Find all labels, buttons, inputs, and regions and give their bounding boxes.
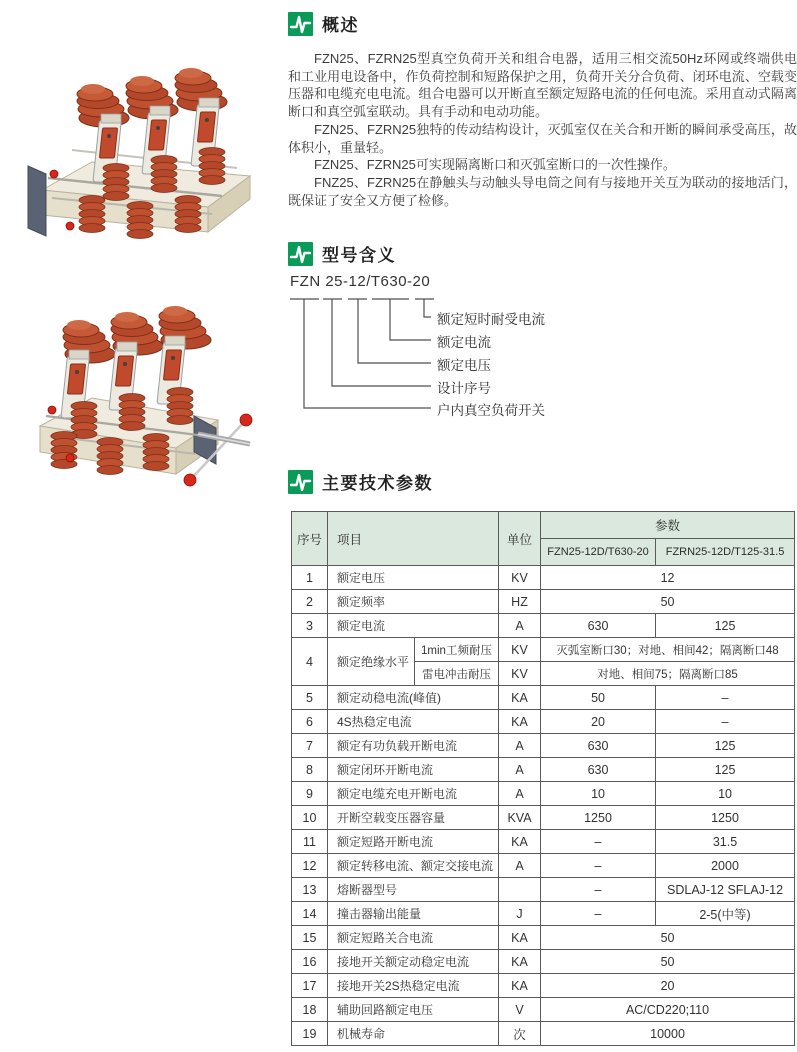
row-item: 机械寿命 bbox=[328, 1022, 499, 1046]
row-no: 9 bbox=[292, 782, 328, 806]
row-no: 19 bbox=[292, 1022, 328, 1046]
row-value-model1: 1250 bbox=[541, 806, 656, 830]
row-no: 15 bbox=[292, 926, 328, 950]
row-value: 50 bbox=[541, 926, 795, 950]
table-row bbox=[292, 854, 795, 878]
row-value-model2: – bbox=[656, 710, 795, 734]
section-title: 型号含义 bbox=[322, 246, 396, 265]
row-value-model1: – bbox=[541, 878, 656, 902]
table-row bbox=[292, 758, 795, 782]
row-no: 12 bbox=[292, 854, 328, 878]
overview-paragraph: FZN25、FZRN25可实现隔离断口和灭弧室断口的一次性操作。 bbox=[314, 157, 676, 173]
row-no: 3 bbox=[292, 614, 328, 638]
section-title: 主要技术参数 bbox=[322, 474, 433, 493]
row-item: 接地开关2S热稳定电流 bbox=[328, 974, 499, 998]
row-item: 4S热稳定电流 bbox=[328, 710, 499, 734]
row-value-model2: 125 bbox=[656, 758, 795, 782]
row-unit: HZ bbox=[499, 590, 541, 614]
table-row bbox=[292, 638, 795, 662]
row-value-model2: 125 bbox=[656, 734, 795, 758]
row-value-model1: 10 bbox=[541, 782, 656, 806]
row-value-model2: SDLAJ-12 SFLAJ-12 bbox=[656, 878, 795, 902]
row-no: 13 bbox=[292, 878, 328, 902]
row-item: 额定动稳电流(峰值) bbox=[328, 686, 499, 710]
row-unit: KV bbox=[499, 566, 541, 590]
row-value: 对地、相间75；隔离断口85 bbox=[541, 662, 795, 686]
table-row bbox=[292, 1022, 795, 1046]
row-value-model1: – bbox=[541, 854, 656, 878]
row-value: 20 bbox=[541, 974, 795, 998]
row-unit: KV bbox=[499, 662, 541, 686]
section-overview bbox=[288, 10, 797, 209]
tech-params-table bbox=[291, 511, 795, 1046]
table-row bbox=[292, 710, 795, 734]
table-row bbox=[292, 950, 795, 974]
table-head bbox=[292, 512, 795, 566]
row-unit: A bbox=[499, 758, 541, 782]
overview-paragraph: FNZ25、FZRN25在静触头与动触头导电筒之间有与接地开关互为联动的接地活门，既保证了安全又方便了检修。 bbox=[288, 174, 797, 208]
row-value-model1: – bbox=[541, 830, 656, 854]
table-row bbox=[292, 878, 795, 902]
row-unit: KA bbox=[499, 830, 541, 854]
model-code: FZN 25-12/T630-20 bbox=[290, 273, 431, 290]
row-unit: A bbox=[499, 734, 541, 758]
model-meaning-label: 额定短时耐受电流 bbox=[437, 312, 545, 327]
table-row bbox=[292, 782, 795, 806]
row-subitem: 1min工频耐压 bbox=[415, 638, 499, 662]
row-unit: A bbox=[499, 854, 541, 878]
row-item: 接地开关额定动稳定电流 bbox=[328, 950, 499, 974]
model-meaning-label: 户内真空负荷开关 bbox=[437, 403, 545, 418]
row-value: AC/CD220;110 bbox=[541, 998, 795, 1022]
row-unit: 次 bbox=[499, 1022, 541, 1046]
row-value-model2: 2000 bbox=[656, 854, 795, 878]
row-value: 50 bbox=[541, 950, 795, 974]
section-model-header bbox=[288, 240, 797, 267]
row-value-model1: 630 bbox=[541, 758, 656, 782]
row-unit: KA bbox=[499, 926, 541, 950]
row-value: 10000 bbox=[541, 1022, 795, 1046]
row-no: 10 bbox=[292, 806, 328, 830]
table-row bbox=[292, 974, 795, 998]
row-unit: KA bbox=[499, 950, 541, 974]
row-value-model1: 630 bbox=[541, 734, 656, 758]
row-unit: KVA bbox=[499, 806, 541, 830]
section-tech-params bbox=[288, 468, 797, 1046]
row-unit: A bbox=[499, 782, 541, 806]
table-row bbox=[292, 566, 795, 590]
green-pulse-icon bbox=[288, 242, 313, 266]
green-pulse-icon bbox=[288, 12, 313, 36]
model-designation-diagram bbox=[288, 267, 797, 447]
row-value: 50 bbox=[541, 590, 795, 614]
row-value: 灭弧室断口30；对地、相间42；隔离断口48 bbox=[541, 638, 795, 662]
section-model-meaning bbox=[288, 240, 797, 447]
col-header-model-2: FZRN25-12D/T125-31.5 bbox=[656, 539, 795, 566]
row-no: 5 bbox=[292, 686, 328, 710]
row-item: 辅助回路额定电压 bbox=[328, 998, 499, 1022]
row-value-model2: 31.5 bbox=[656, 830, 795, 854]
row-value-model2: 10 bbox=[656, 782, 795, 806]
row-no: 8 bbox=[292, 758, 328, 782]
table-row bbox=[292, 806, 795, 830]
section-params-header bbox=[288, 468, 797, 495]
row-unit: KV bbox=[499, 638, 541, 662]
overview-text bbox=[288, 50, 797, 209]
col-header-model-1: FZN25-12D/T630-20 bbox=[541, 539, 656, 566]
row-subitem: 雷电冲击耐压 bbox=[415, 662, 499, 686]
table-row bbox=[292, 830, 795, 854]
row-no: 11 bbox=[292, 830, 328, 854]
row-no: 4 bbox=[292, 638, 328, 686]
section-overview-header bbox=[288, 10, 797, 37]
row-value: 12 bbox=[541, 566, 795, 590]
product-photo-switch-with-crank bbox=[6, 298, 274, 498]
col-header-param: 参数 bbox=[541, 512, 795, 539]
row-no: 6 bbox=[292, 710, 328, 734]
row-item: 额定闭环开断电流 bbox=[328, 758, 499, 782]
row-no: 7 bbox=[292, 734, 328, 758]
row-value-model1: 50 bbox=[541, 686, 656, 710]
table-row bbox=[292, 590, 795, 614]
row-unit: J bbox=[499, 902, 541, 926]
row-item: 额定短路开断电流 bbox=[328, 830, 499, 854]
row-value-model2: – bbox=[656, 686, 795, 710]
row-value-model1: 20 bbox=[541, 710, 656, 734]
row-unit: A bbox=[499, 614, 541, 638]
row-no: 18 bbox=[292, 998, 328, 1022]
row-item: 额定频率 bbox=[328, 590, 499, 614]
vacuum-load-switch-illustration bbox=[12, 50, 270, 255]
row-unit bbox=[499, 878, 541, 902]
section-title: 概述 bbox=[322, 16, 359, 35]
table-body bbox=[292, 566, 795, 1046]
row-item: 额定电缆充电开断电流 bbox=[328, 782, 499, 806]
col-header-item: 项目 bbox=[328, 512, 499, 566]
col-header-unit: 单位 bbox=[499, 512, 541, 566]
row-item: 撞击器输出能量 bbox=[328, 902, 499, 926]
row-value-model2: 1250 bbox=[656, 806, 795, 830]
row-unit: KA bbox=[499, 974, 541, 998]
model-meaning-label: 额定电流 bbox=[437, 335, 491, 350]
row-item: 额定有功负载开断电流 bbox=[328, 734, 499, 758]
col-header-no: 序号 bbox=[292, 512, 328, 566]
overview-paragraph: FZN25、FZRN25型真空负荷开关和组合电器，适用三相交流50Hz环网或终端供电和工业用电设备中，作负荷控制和短路保护之用，负荷开关分合负荷、闭环电流、空载变压器和电缆充电电流。组合电器可以开断直至额定短路电流的任何电流。采用直动式隔离断口和真空弧室联动。具有手动和电动功能。 bbox=[288, 51, 797, 120]
model-meaning-label: 额定电压 bbox=[437, 358, 491, 373]
row-unit: KA bbox=[499, 686, 541, 710]
row-no: 14 bbox=[292, 902, 328, 926]
row-item: 额定转移电流、额定交接电流 bbox=[328, 854, 499, 878]
row-no: 1 bbox=[292, 566, 328, 590]
row-item: 额定绝缘水平 bbox=[328, 638, 415, 686]
vacuum-load-switch-crank-illustration bbox=[6, 298, 274, 498]
overview-paragraph: FZN25、FZRN25独特的传动结构设计，灭弧室仅在关合和开断的瞬间承受高压，故体积小，重量轻。 bbox=[288, 121, 797, 155]
row-no: 2 bbox=[292, 590, 328, 614]
green-pulse-icon bbox=[288, 470, 313, 494]
row-unit: KA bbox=[499, 710, 541, 734]
table-row bbox=[292, 734, 795, 758]
row-value-model1: – bbox=[541, 902, 656, 926]
row-value-model2: 125 bbox=[656, 614, 795, 638]
row-value-model2: 2-5(中等) bbox=[656, 902, 795, 926]
row-no: 16 bbox=[292, 950, 328, 974]
row-item: 熔断器型号 bbox=[328, 878, 499, 902]
row-no: 17 bbox=[292, 974, 328, 998]
model-meaning-label: 设计序号 bbox=[437, 381, 491, 396]
table-row bbox=[292, 686, 795, 710]
row-item: 额定电流 bbox=[328, 614, 499, 638]
row-item: 额定电压 bbox=[328, 566, 499, 590]
product-photo-switch bbox=[12, 50, 270, 255]
row-item: 额定短路关合电流 bbox=[328, 926, 499, 950]
table-row bbox=[292, 926, 795, 950]
row-item: 开断空载变压器容量 bbox=[328, 806, 499, 830]
row-unit: V bbox=[499, 998, 541, 1022]
table-row bbox=[292, 614, 795, 638]
table-row bbox=[292, 998, 795, 1022]
table-row bbox=[292, 902, 795, 926]
row-value-model1: 630 bbox=[541, 614, 656, 638]
